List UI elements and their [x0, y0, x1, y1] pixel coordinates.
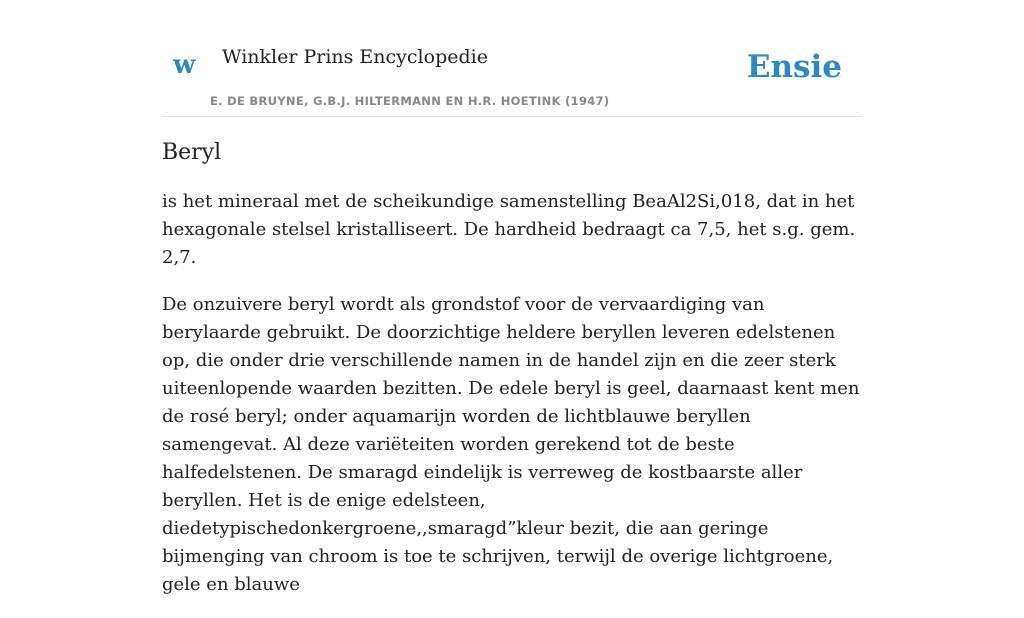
- article: [162, 140, 862, 618]
- source-authors: E. DE BRUYNE, G.B.J. HILTERMANN EN H.R. HOETINK (1947): [210, 94, 610, 108]
- headword: Beryl: [162, 140, 222, 165]
- header: [162, 0, 862, 117]
- ensie-logo[interactable]: Ensie: [746, 49, 842, 85]
- article-paragraph-2: De onzuivere beryl wordt als grondstof voor de vervaardiging van berylaarde gebruikt. De doorzichtige heldere beryllen leveren edelstenen op, die onder drie verschillende namen in de handel zijn en die zeer sterk uiteenlopende waarden bezitten. De edele beryl is geel, daarnaast kent men de rosé beryl; onder aquamarijn worden de lichtblauwe beryllen samengevat. Al deze variëteiten worden gerekend tot de beste halfedelstenen. De smaragd eindelijk is verreweg de kostbaarste aller beryllen. Het is de enige edelsteen, diedetypischedonkergroene,,smaragd”kleur bezit, die aan geringe bijmenging van chroom is toe te schrijven, terwijl de overige lichtgroene, gele en blauwe: [162, 294, 860, 596]
- article-paragraph-1: is het mineraal met de scheikundige samenstelling BeaAl2Si,018, dat in het hexagonale stelsel kristalliseert. De hardheid bedraagt ca 7,5, het s.g. gem. 2,7.: [162, 191, 856, 269]
- source-title[interactable]: Winkler Prins Encyclopedie: [222, 46, 488, 68]
- winkler-prins-logo-icon[interactable]: w: [173, 50, 196, 80]
